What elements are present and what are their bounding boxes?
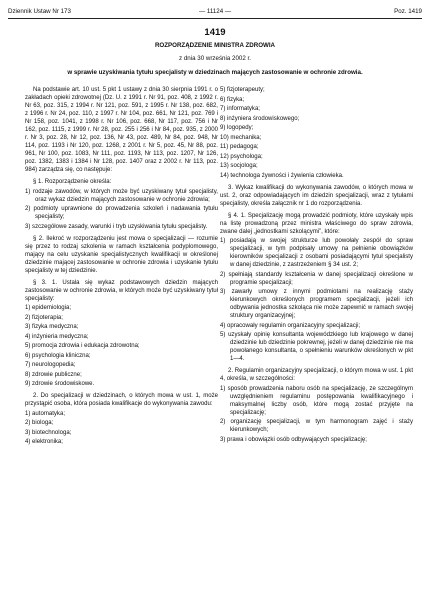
paragraph: 7) informatyka; (220, 106, 260, 112)
right-column (220, 86, 413, 445)
paragraph: 3) biotechnologa; (25, 429, 72, 436)
paragraph: 13) socjologa; (220, 163, 258, 169)
act-title: ROZPORZĄDZENIE MINISTRA ZDROWIA (154, 42, 276, 49)
paragraph: 10) mechanika; (220, 134, 262, 141)
paragraph: 6) fizyka; (220, 96, 245, 103)
paragraph: 8) zdrowie publiczne; (25, 371, 82, 378)
paragraph: 9) logopedy; (220, 125, 254, 131)
paragraph: 1) epidemiologia; (25, 305, 72, 311)
page-number: — 11124 — (198, 8, 232, 15)
paragraph: 3) zawarły umowy z innymi podmiotami na realizację staży kierunkowych określonych programem specjalizacji, jeżeli ich odbywania jednostka szkoląca nie może zapewnić w ramach swojej struktury organizacyjnej; (220, 289, 413, 319)
paragraph: 9) zdrowie środowiskowe. (25, 381, 95, 387)
paragraph: 4) elektronika; (25, 439, 63, 445)
paragraph: § 2. Ilekroć w rozporządzeniu jest mowa o specjalizacji — rozumie się przez to rodzaj szkolenia w ramach kształcenia podyplomowego, mający na celu uzyskanie specjalistycznych kwalifikacji w określonej dziedzinie mającej zastosowanie w ochronie zdrowia i uzyskanie tytułu specjalisty w tej dziedzinie. (25, 235, 218, 274)
paragraph: 3) fizyka medyczna; (25, 324, 79, 330)
paragraph: 4) inżynieria medyczna; (25, 333, 89, 340)
paragraph: 8) inżyniera środowiskowego; (220, 115, 300, 122)
paragraph: 2. Do specjalizacji w dziedzinach, o których mowa w ust. 1, może przystąpić osoba, która posiada kwalifikacje do wykonywania zawodu: (25, 393, 218, 407)
item-number: 1419 (204, 27, 226, 38)
paragraph: 1) posiadają w swojej strukturze lub powołały zespół do spraw specjalizacji, w tym podpisały umowy na pełnienie obowiązków kierowników specjalizacji z osobami posiadającymi tytuł specjalisty w danej dziedzinie, z zastrzeżeniem § 34 ust. 2; (220, 238, 413, 268)
paragraph: 2) spełniają standardy kształcenia w danej specjalizacji określone w programie specjalizacji; (220, 271, 413, 286)
paragraph: 5) uzyskały opinię konsultanta wojewódzkiego lub krajowego w danej dziedzinie lub dziedzinie pokrewnej, jeżeli w danej dziedzinie nie ma powołanego konsultanta, o spełnieniu warunków określonych w pkt 1—4. (220, 332, 413, 362)
paragraph: 2) organizację specjalizacji, w tym harmonogram zajęć i staży kierunkowych; (220, 419, 413, 433)
act-subject: w sprawie uzyskiwania tytułu specjalisty w dziedzinach mających zastosowanie w ochronie zdrowia. (67, 69, 363, 76)
paragraph: § 1. Rozporządzenie określa: (33, 179, 112, 185)
journal-name: Dziennik Ustaw Nr 173 (8, 8, 71, 15)
item-reference: Poz. 1419 (394, 8, 422, 15)
paragraph: 4) opracowały regulamin organizacyjny specjalizacji; (220, 322, 361, 329)
paragraph: 1) automatyka; (25, 410, 65, 417)
running-header (8, 6, 422, 18)
paragraph: 3. Wykaz kwalifikacji do wykonywania zawodów, o których mowa w ust. 2, oraz odpowiadających im dziedzin specjalizacji, wraz z tytułami specjalisty, określa załącznik nr 1 do rozporządzenia. (220, 184, 413, 207)
paragraph: 2) fizjoterapia; (25, 314, 63, 321)
paragraph: 5) fizjoterapeuty; (220, 87, 265, 93)
paragraph: 3) szczegółowe zasady, warunki i tryb uzyskiwania tytułu specjalisty. (25, 223, 208, 230)
paragraph: 2) podmioty uprawnione do prowadzenia szkoleń i nadawania tytułu specjalisty; (25, 206, 218, 220)
paragraph: 14) technologa żywności i żywienia człowieka. (220, 172, 344, 179)
paragraph: 1) rodzaje zawodów, w których może być uzyskiwany tytuł specjalisty, oraz wykaz dziedzin mających zastosowanie w ochronie zdrowia; (25, 188, 218, 203)
paragraph: 2. Regulamin organizacyjny specjalizacji, o którym mowa w ust. 1 pkt 4, określa, w szczególności: (220, 368, 413, 382)
paragraph: 5) promocja zdrowia i edukacja zdrowotna; (25, 343, 140, 349)
paragraph: 2) biologa; (25, 420, 54, 426)
act-date: z dnia 30 września 2002 r. (179, 55, 251, 62)
paragraph: § 4. 1. Specjalizację mogą prowadzić podmioty, które uzyskały wpis na listę prowadzoną przez ministra właściwego do spraw zdrowia, zwane dalej „jednostkami szkolącymi”, które: (220, 212, 413, 235)
left-column (25, 86, 218, 448)
paragraph: 6) psychologia kliniczna; (25, 352, 91, 359)
paragraph: 7) neurologopedia; (25, 362, 76, 368)
paragraph: Na podstawie art. 10 ust. 5 pkt 1 ustawy z dnia 30 sierpnia 1991 r. o zakładach opieki zdrowotnej (Dz. U. z 1991 r. Nr 91, poz. 408, z 1992 r. Nr 63, poz. 315, z 1994 r. Nr 121, poz. 591, z 1995 r. Nr 138, poz. 682, z 1996 r. Nr 24, poz. 110, z 1997 r. Nr 104, poz. 661, Nr 121, poz. 769 i Nr 158, poz. 1041, z 1998 r. Nr 106, poz. 668, Nr 117, poz. 756 i Nr 162, poz. 1115, z 1999 r. Nr 28, poz. 255 i 256 i Nr 84, poz. 935, z 2000 r. Nr 3, poz. 28, Nr 12, poz. 136, Nr 43, poz. 489, Nr 84, poz. 948, Nr 114, poz. 1193 i Nr 120, poz. 1268, z 2001 r. Nr 5, poz. 45, Nr 88, poz. 961, Nr 100, poz. 1083, Nr 111, poz. 1193, Nr 113, poz. 1207, Nr 126, poz. 1382, 1383 i 1384 i Nr 128, poz. 1407 oraz z 2002 r. Nr 113, poz. 984) zarządza się, co następuje: (25, 87, 218, 173)
paragraph: § 3. 1. Ustala się wykaz podstawowych dziedzin mających zastosowanie w ochronie zdrowia, w których może być uzyskiwany tytuł specjalisty: (25, 279, 218, 302)
header-rule (8, 18, 422, 19)
paragraph: 12) psychologa; (220, 153, 263, 160)
paragraph: 3) prawa i obowiązki osób odbywających specjalizację; (220, 436, 367, 443)
paragraph: 1) sposób prowadzenia naboru osób na specjalizację, ze szczególnym uwzględnieniem regulaminu postępowania kwalifikacyjnego i maksymalnej liczby osób, które mogą zostać przyjęte na specjalizację; (220, 385, 413, 416)
paragraph: 11) pedagoga; (220, 144, 259, 150)
